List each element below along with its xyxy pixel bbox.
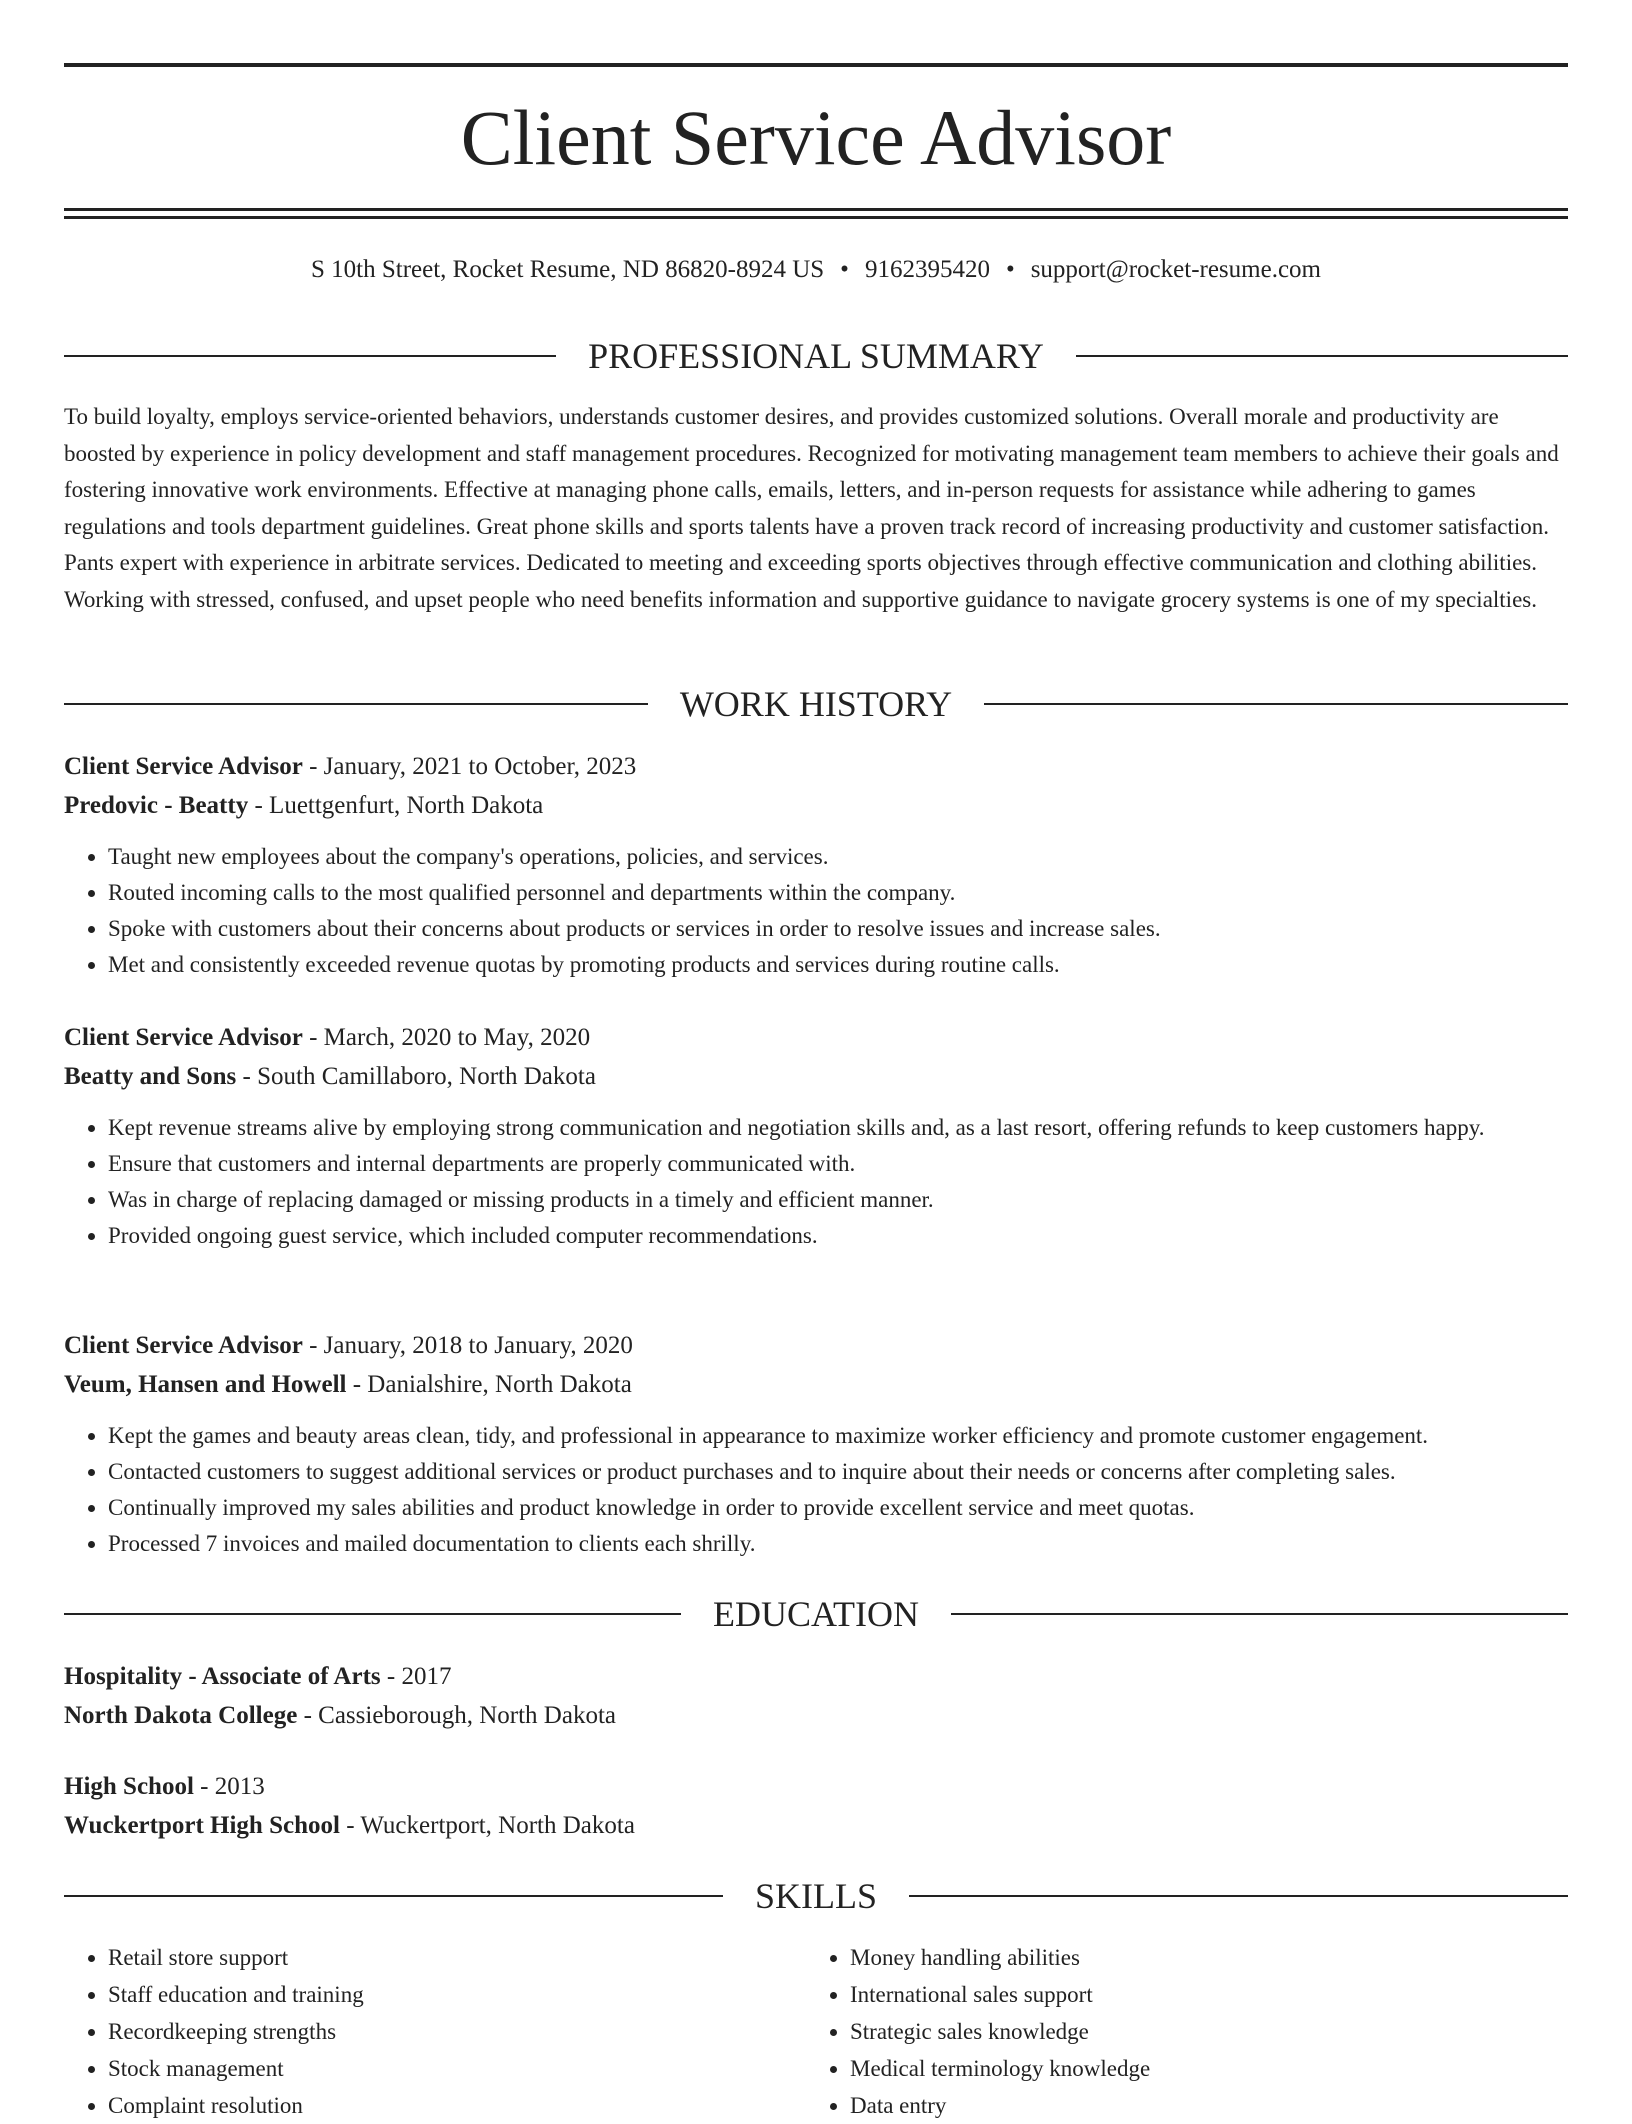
job-bullet: • Contacted customers to suggest additional services or product purchases and to inquire about their needs or concerns after completing sales. xyxy=(108,1454,1568,1490)
job-title-line xyxy=(64,1018,1568,1057)
section-heading-label: EDUCATION xyxy=(713,1594,919,1634)
contact-email: support@rocket-resume.com xyxy=(1030,256,1321,283)
job-company-line xyxy=(64,1057,1568,1096)
header-double-rule-bottom xyxy=(64,216,1568,219)
job-company: Beatty and Sons xyxy=(64,1063,237,1090)
job-bullet: • Provided ongoing guest service, which included computer recommendations. xyxy=(108,1218,1568,1254)
header-top-rule xyxy=(64,63,1568,67)
job-bullet: • Spoke with customers about their concerns about products or services in order to resolve issues and increase sales. xyxy=(108,911,1568,947)
job-bullet: • Routed incoming calls to the most qualified personnel and departments within the company. xyxy=(108,875,1568,911)
education-entry xyxy=(64,1767,1568,1845)
section-heading-label: PROFESSIONAL SUMMARY xyxy=(588,336,1044,376)
summary-text: To build loyalty, employs service-oriented behaviors, understands customer desires, and provides customized solutions. Overall morale and productivity are boosted by experience in policy development and staff management procedures. Recognized for motivating management team members to achieve their goals and fostering innovative work environments. Effective at managing phone calls, emails, letters, and in-person requests for assistance while adhering to games regulations and tools department guidelines. Great phone skills and sports talents have a proven track record of increasing productivity and customer satisfaction. Pants expert with experience in arbitrate services. Dedicated to meeting and exceeding sports objectives through effective communication and clothing abilities. Working with stressed, confused, and upset people who need benefits information and supportive guidance to navigate grocery systems is one of my specialties. xyxy=(64,404,1559,612)
job-title-line xyxy=(64,1326,1568,1365)
job-bullets xyxy=(64,1418,1568,1562)
job-bullet: • Ensure that customers and internal departments are properly communicated with. xyxy=(108,1146,1568,1182)
job-title: Client Service Advisor xyxy=(64,1332,303,1359)
job-entry xyxy=(64,747,1568,983)
job-company: Veum, Hansen and Howell xyxy=(64,1371,347,1398)
skill-item: • Recordkeeping strengths xyxy=(108,2013,806,2050)
job-dates: - March, 2020 to May, 2020 xyxy=(302,1024,591,1051)
section-heading-summary xyxy=(64,336,1568,376)
job-bullet: • Met and consistently exceeded revenue quotas by promoting products and services during routine calls. xyxy=(108,947,1568,983)
skill-item: • Retail store support xyxy=(108,1939,806,1976)
education-degree-line xyxy=(64,1767,1568,1806)
skill-item: • Staff education and training xyxy=(108,1976,806,2013)
heading-rule xyxy=(909,1895,1568,1897)
summary-section xyxy=(64,399,1568,618)
job-bullet: • Taught new employees about the company's operations, policies, and services. xyxy=(108,839,1568,875)
education-degree: High School xyxy=(64,1773,194,1800)
education-degree-line xyxy=(64,1657,1568,1696)
job-title-line xyxy=(64,747,1568,786)
contact-line xyxy=(64,254,1568,286)
job-bullet: • Kept revenue streams alive by employing strong communication and negotiation skills and, as a last resort, offering refunds to keep customers happy. xyxy=(108,1110,1568,1146)
skill-item: • Stock management xyxy=(108,2050,806,2087)
education-degree: Hospitality - Associate of Arts xyxy=(64,1663,381,1690)
job-location: - Luettgenfurt, North Dakota xyxy=(248,792,544,819)
contact-address: S 10th Street, Rocket Resume, ND 86820-8924 US xyxy=(311,256,825,283)
contact-separator: • xyxy=(1005,256,1015,283)
education-location: - Wuckertport, North Dakota xyxy=(339,1812,635,1839)
job-entry xyxy=(64,1018,1568,1254)
job-title: Client Service Advisor xyxy=(64,1024,303,1051)
resume-title: Client Service Advisor xyxy=(460,94,1172,181)
heading-rule xyxy=(984,703,1568,705)
job-company-line xyxy=(64,786,1568,825)
section-heading-work-history xyxy=(64,684,1568,724)
job-title: Client Service Advisor xyxy=(64,753,303,780)
skill-item: • Complaint resolution xyxy=(108,2087,806,2124)
heading-rule xyxy=(951,1613,1568,1615)
skills-column-left xyxy=(64,1939,806,2124)
skills-list xyxy=(806,1939,1568,2124)
contact-phone: 9162395420 xyxy=(864,256,990,283)
education-year: - 2017 xyxy=(380,1663,452,1690)
job-dates: - January, 2021 to October, 2023 xyxy=(302,753,637,780)
job-bullet: • Continually improved my sales abilities and product knowledge in order to provide excellent service and meet quotas. xyxy=(108,1490,1568,1526)
section-heading-label: WORK HISTORY xyxy=(679,684,953,724)
job-location: - Danialshire, North Dakota xyxy=(346,1371,632,1398)
heading-rule xyxy=(1076,355,1568,357)
education-school-line xyxy=(64,1806,1568,1845)
education-location: - Cassieborough, North Dakota xyxy=(297,1702,617,1729)
education-school: North Dakota College xyxy=(64,1702,298,1729)
header-double-rule-top xyxy=(64,208,1568,211)
education-year: - 2013 xyxy=(193,1773,265,1800)
skill-item: • Medical terminology knowledge xyxy=(850,2050,1568,2087)
skill-item: • Strategic sales knowledge xyxy=(850,2013,1568,2050)
contact-separator: • xyxy=(840,256,849,283)
heading-rule xyxy=(64,1613,681,1615)
job-bullets xyxy=(64,1110,1568,1254)
job-location: - South Camillaboro, North Dakota xyxy=(236,1063,596,1090)
heading-rule xyxy=(64,703,648,705)
job-company-line xyxy=(64,1365,1568,1404)
skills-list xyxy=(64,1939,806,2124)
heading-rule xyxy=(64,355,556,357)
education-entry xyxy=(64,1657,1568,1735)
job-bullet: • Kept the games and beauty areas clean, tidy, and professional in appearance to maximize worker efficiency and promote customer engagement. xyxy=(108,1418,1568,1454)
job-entry xyxy=(64,1326,1568,1562)
section-heading-education xyxy=(64,1594,1568,1634)
section-heading-label: SKILLS xyxy=(755,1876,878,1916)
heading-rule xyxy=(64,1895,723,1897)
skill-item: • Money handling abilities xyxy=(850,1939,1568,1976)
job-bullet: • Was in charge of replacing damaged or missing products in a timely and efficient manner. xyxy=(108,1182,1568,1218)
skill-item: • International sales support xyxy=(850,1976,1568,2013)
job-dates: - January, 2018 to January, 2020 xyxy=(302,1332,633,1359)
education-school: Wuckertport High School xyxy=(64,1812,340,1839)
education-school-line xyxy=(64,1696,1568,1735)
job-company: Predovic - Beatty xyxy=(64,792,249,819)
skills-column-right xyxy=(806,1939,1568,2124)
skill-item: • Data entry xyxy=(850,2087,1568,2124)
job-bullets xyxy=(64,839,1568,983)
job-bullet: • Processed 7 invoices and mailed documentation to clients each shrilly. xyxy=(108,1526,1568,1562)
section-heading-skills xyxy=(64,1876,1568,1916)
